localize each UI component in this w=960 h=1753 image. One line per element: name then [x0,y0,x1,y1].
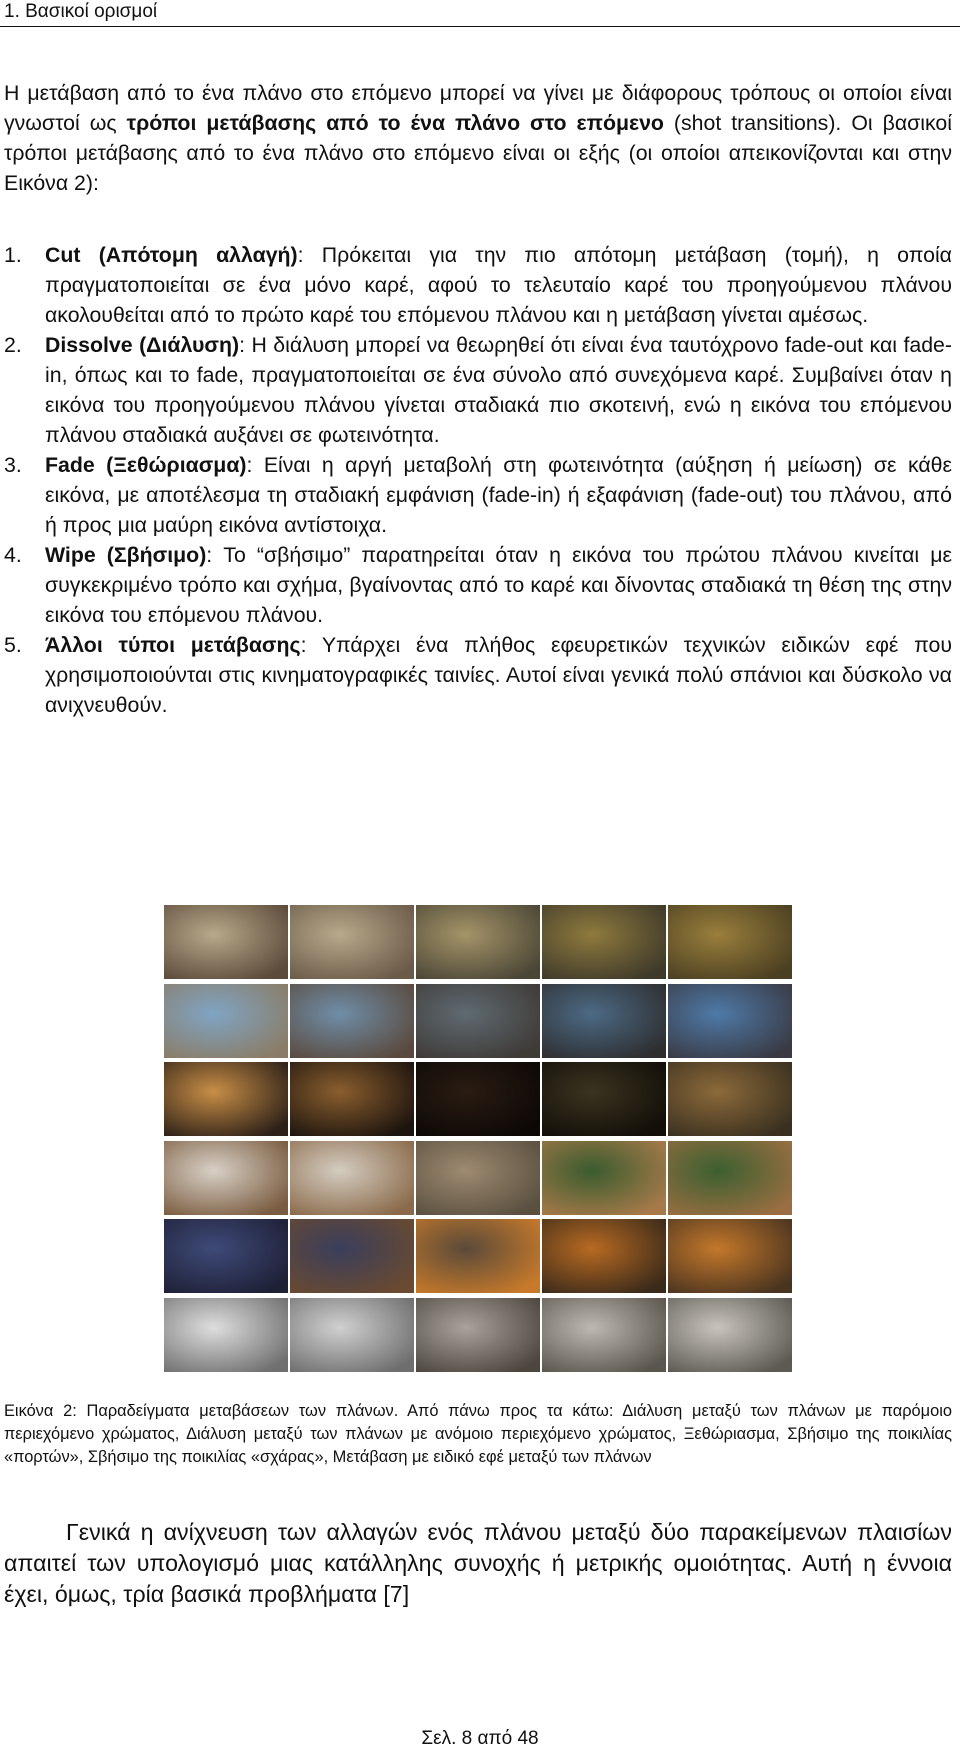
list-item [4,630,952,720]
frame-thumbnail-wipe-grate-3 [416,1219,540,1293]
frame-thumbnail-wipe-grate-5 [668,1219,792,1293]
list-text: : Είναι η αργή μεταβολή στη φωτεινότητα (αύξηση ή μείωση) σε κάθε εικόνα, με αποτέλεσμα τη σταδιακή εμφάνιση (fade-in) ή εξαφάνιση (fade-out) του πλάνου, από ή προς μια μαύρη εικόνα αντίστοιχα. [45,453,953,537]
frame-thumbnail-dissolve-different-colors-3 [416,984,540,1058]
frame-thumbnail-special-effect-4 [542,1298,666,1372]
frame-thumbnail-wipe-grate-4 [542,1219,666,1293]
page-number: Σελ. 8 από 48 [421,1728,539,1749]
page-header [0,0,960,27]
frame-thumbnail-special-effect-1 [164,1298,288,1372]
intro-text-1: Η μετάβαση από το ένα πλάνο στο επόμενο μπορεί να γίνει με διάφορους τρόπους οι οποίοι είναι γνωστοί ως [4,81,952,135]
list-term: Wipe (Σβήσιμο) [45,543,207,567]
transition-types-list [4,240,952,720]
list-number: 1. [4,243,22,267]
frame-thumbnail-dissolve-similar-colors-2 [290,905,414,979]
frame-thumbnail-wipe-grate-1 [164,1219,288,1293]
frame-thumbnail-dissolve-similar-colors-5 [668,905,792,979]
frame-thumbnail-special-effect-2 [290,1298,414,1372]
frame-thumbnail-fade-3 [416,1062,540,1136]
frame-thumbnail-fade-1 [164,1062,288,1136]
list-text: : Η διάλυση μπορεί να θεωρηθεί ότι είναι ένα ταυτόχρονο fade-out και fade-in, όπως και το fade, πραγματοποιείται σε ένα σύνολο από συνεχόμενα καρέ. Συμβαίνει όταν η εικόνα του προηγούμενου πλάνου γίνεται σταδιακά πιο σκοτεινή, ενώ η εικόνα του επόμενου πλάνου σταδιακά αυξάνει σε φωτεινότητα. [45,333,952,447]
frame-thumbnail-dissolve-similar-colors-4 [542,905,666,979]
frame-thumbnail-special-effect-5 [668,1298,792,1372]
intro-paragraph [4,78,952,198]
frame-thumbnail-wipe-doors-2 [290,1141,414,1215]
frame-thumbnail-dissolve-different-colors-5 [668,984,792,1058]
list-term: Dissolve (Διάλυση) [45,333,240,357]
list-number: 3. [4,453,22,477]
list-text: : Πρόκειται για την πιο απότομη μετάβαση (τομή), η οποία πραγματοποιείται σε ένα μόνο καρέ, αφού το τελευταίο καρέ του προηγούμενου πλάνου ακολουθείται από το πρώτο καρέ του επόμενου πλάνου και η μετάβαση γίνεται αμέσως. [45,243,952,327]
frame-thumbnail-wipe-grate-2 [290,1219,414,1293]
header-title: 1. Βασικοί ορισμοί [4,1,158,22]
frame-thumbnail-wipe-doors-5 [668,1141,792,1215]
frame-thumbnail-wipe-doors-3 [416,1141,540,1215]
intro-text-2: (shot transitions). Οι βασικοί τρόποι μετάβασης από το ένα πλάνο στο επόμενο είναι οι εξής (οι οποίοι απεικονίζονται και στην Εικόνα 2): [4,111,953,195]
list-item [4,240,952,330]
frame-thumbnail-dissolve-similar-colors-1 [164,905,288,979]
list-term: Cut (Απότομη αλλαγή) [45,243,298,267]
figure-caption: Εικόνα 2: Παραδείγματα μεταβάσεων των πλάνων. Από πάνω προς τα κάτω: Διάλυση μεταξύ των πλάνων με παρόμοιο περιεχόμενο χρώματος, Διάλυση μεταξύ των πλάνων με ανόμοιο περιεχόμενο χρώματος, Ξεθώριασμα, Σβήσιμο της ποικιλίας «πορτών», Σβήσιμο της ποικιλίας «σχάρας», Μετάβαση με ειδικό εφέ μεταξύ των πλάνων [4,1402,952,1466]
frame-thumbnail-special-effect-3 [416,1298,540,1372]
frame-thumbnail-dissolve-different-colors-1 [164,984,288,1058]
frame-thumbnail-wipe-doors-1 [164,1141,288,1215]
list-item [4,540,952,630]
frame-thumbnail-dissolve-similar-colors-3 [416,905,540,979]
frame-thumbnail-dissolve-different-colors-4 [542,984,666,1058]
list-text: : Υπάρχει ένα πλήθος εφευρετικών τεχνικών ειδικών εφέ που χρησιμοποιούνται στις κινηματογραφικές ταινίες. Αυτοί είναι γενικά πολύ σπάνιοι και δύσκολο να ανιχνευθούν. [45,633,952,717]
transition-examples-figure [164,905,794,1377]
page-footer [0,1727,960,1751]
list-number: 2. [4,333,22,357]
frame-thumbnail-dissolve-different-colors-2 [290,984,414,1058]
frame-thumbnail-fade-4 [542,1062,666,1136]
frame-thumbnail-wipe-doors-4 [542,1141,666,1215]
list-number: 5. [4,633,22,657]
frame-thumbnail-fade-2 [290,1062,414,1136]
list-item [4,330,952,450]
frame-thumbnail-fade-5 [668,1062,792,1136]
list-number: 4. [4,543,22,567]
intro-bold-term: τρόποι μετάβασης από το ένα πλάνο στο επόμενο [126,111,664,135]
list-item [4,450,952,540]
list-term: Άλλοι τύποι μετάβασης [45,633,301,657]
list-term: Fade (Ξεθώριασμα) [45,453,247,477]
list-text: : Το “σβήσιμο” παρατηρείται όταν η εικόνα του πρώτου πλάνου κινείται με συγκεκριμένο τρόπο και σχήμα, βγαίνοντας από το καρέ και δίνοντας σταδιακά τη θέση της στην εικόνα του επόμενου πλάνου. [45,543,952,627]
body-paragraph: Γενικά η ανίχνευση των αλλαγών ενός πλάνου μεταξύ δύο παρακείμενων πλαισίων απαιτεί των υπολογισμό μιας κατάλληλης συνοχής ή μετρικής ομοιότητας. Αυτή η έννοια έχει, όμως, τρία βασικά προβλήματα [7] [4,1519,952,1607]
